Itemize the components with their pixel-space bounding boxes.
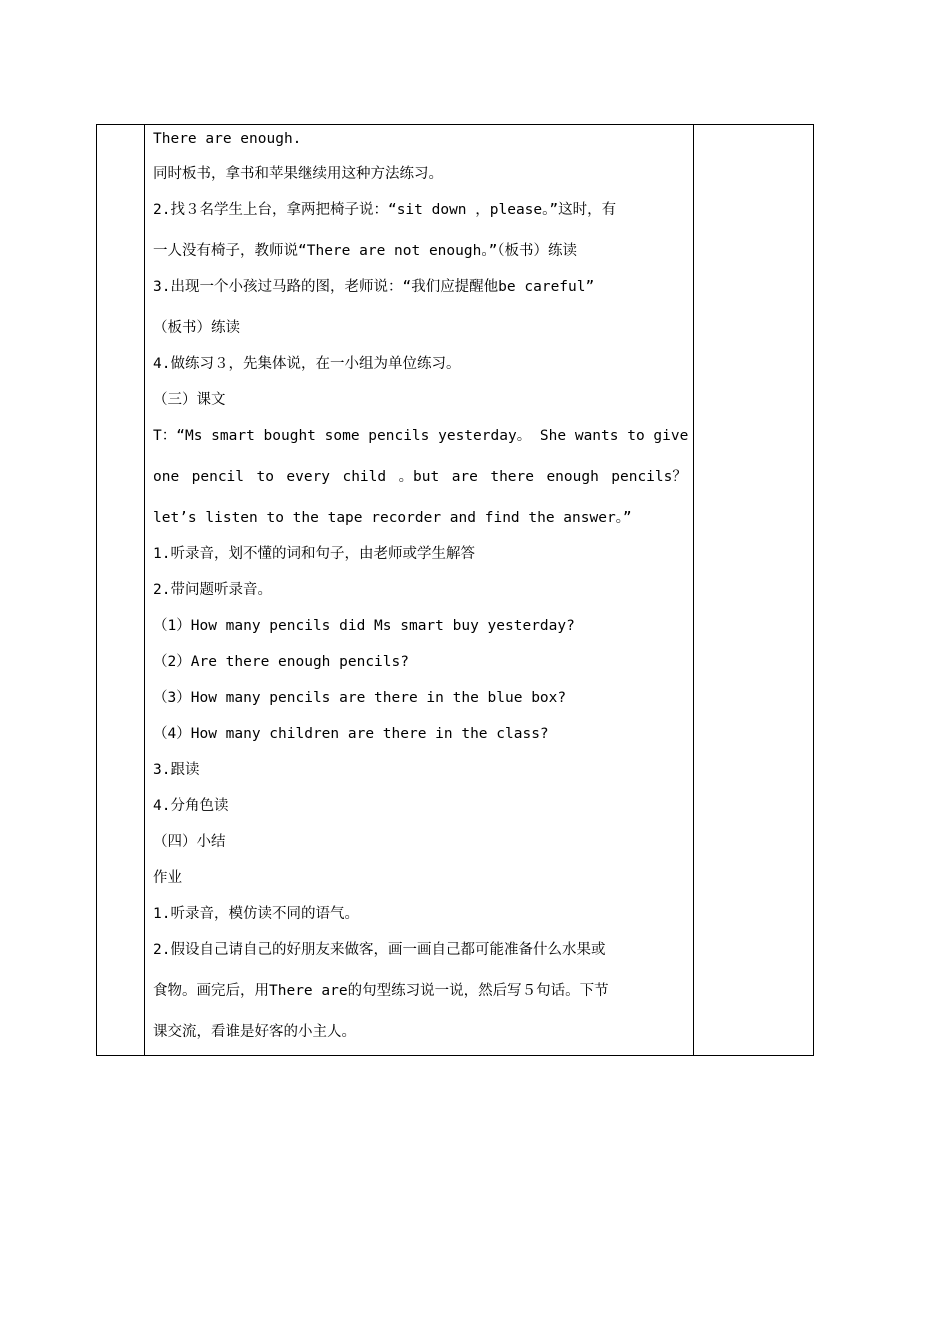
text-line: 同时板书，拿书和苹果继续用这种方法练习。: [153, 166, 443, 182]
word: one: [153, 469, 180, 485]
text-line: 4.分角色读: [153, 798, 229, 814]
word: pencils？: [611, 469, 687, 485]
word: there: [490, 469, 534, 485]
question-item: （4）How many children are there in the class?: [153, 726, 549, 742]
text-line: let’s listen to the tape recorder and find the answer。”: [153, 510, 632, 526]
text-line-justified: [153, 467, 687, 487]
word: to: [256, 469, 274, 485]
word: enough: [546, 469, 599, 485]
word: 。but: [398, 469, 440, 485]
column-divider-2: [693, 125, 694, 1055]
text-line: 2.假设自己请自己的好朋友来做客，画一画自己都可能准备什么水果或: [153, 942, 606, 958]
word: pencil: [191, 469, 245, 485]
question-item: （2）Are there enough pencils?: [153, 654, 409, 670]
text-line: T：“Ms smart bought some pencils yesterday。 She wants to give: [153, 428, 689, 444]
text-line: There are enough.: [153, 131, 302, 147]
section-heading: （三）课文: [153, 392, 226, 408]
word: child: [342, 469, 387, 485]
section-heading: 作业: [153, 870, 182, 886]
question-item: （3）How many pencils are there in the blue box?: [153, 690, 567, 706]
text-line: 1.听录音，划不懂的词和句子，由老师或学生解答: [153, 546, 475, 562]
column-divider-1: [144, 125, 145, 1055]
text-line: 3.跟读: [153, 762, 200, 778]
text-line: 3.出现一个小孩过马路的图，老师说：“我们应提醒他be careful”: [153, 279, 595, 295]
text-line: 1.听录音，模仿读不同的语气。: [153, 906, 359, 922]
text-line: 课交流，看谁是好客的小主人。: [153, 1024, 356, 1040]
word: are: [451, 469, 478, 485]
text-line: 2.找３名学生上台，拿两把椅子说：“sit down ，please。”这时，有: [153, 202, 617, 218]
text-line: （板书）练读: [153, 320, 240, 336]
text-line: 2.带问题听录音。: [153, 582, 272, 598]
text-line: 4.做练习３，先集体说，在一小组为单位练习。: [153, 356, 461, 372]
question-item: （1）How many pencils did Ms smart buy yesterday?: [153, 618, 575, 634]
text-line: 食物。画完后，用There are的句型练习说一说，然后写５句话。下节: [153, 983, 609, 999]
section-heading: （四）小结: [153, 834, 226, 850]
text-line: 一人没有椅子，教师说“There are not enough。”（板书）练读: [153, 243, 578, 259]
word: every: [286, 469, 331, 485]
